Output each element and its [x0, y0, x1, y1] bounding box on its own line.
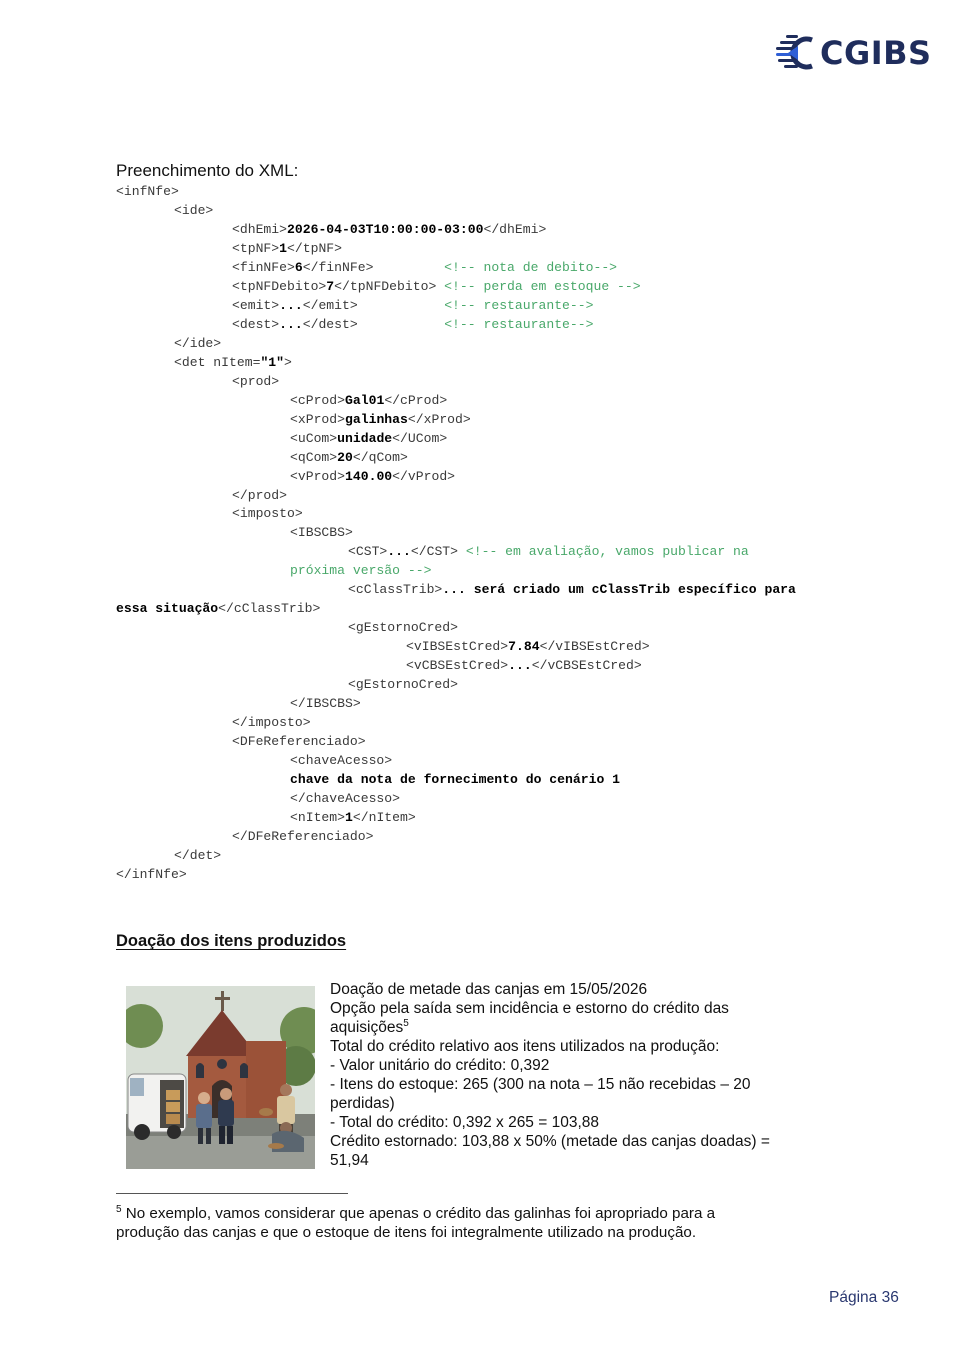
code-line: [116, 866, 856, 885]
code-tag: <chaveAcesso>: [290, 753, 393, 769]
code-line: [116, 468, 856, 487]
code-tag: </infNfe>: [116, 866, 187, 882]
code-tag: <imposto>: [232, 506, 303, 522]
code-tag: </UCom>: [392, 430, 448, 446]
donation-section-title: Doação dos itens produzidos: [116, 932, 347, 950]
code-line: [116, 411, 856, 430]
code-value: Gal01: [345, 392, 385, 408]
code-tag: </vIBSEstCred>: [539, 639, 650, 655]
code-value: 7.84: [508, 639, 540, 655]
code-comment: <!-- restaurante-->: [444, 297, 594, 313]
code-tag: <vCBSEstCred>: [406, 658, 509, 674]
footnote-line: [116, 1204, 816, 1223]
code-line: [116, 392, 856, 411]
code-comment: <!-- restaurante-->: [444, 316, 594, 332]
footnote: [116, 1204, 816, 1242]
code-line: [116, 562, 856, 581]
donation-details: [330, 980, 810, 1170]
code-tag: </CST>: [410, 544, 459, 560]
xml-code-block: [116, 183, 856, 885]
code-tag: </vProd>: [392, 468, 456, 484]
code-tag: </dhEmi>: [483, 221, 547, 237]
code-tag: <qCom>: [290, 449, 338, 465]
xml-section-title: Preenchimento do XML:: [116, 161, 299, 180]
code-tag: <dest>: [232, 316, 280, 332]
donation-line: perdidas): [330, 1095, 395, 1113]
code-value: 140.00: [345, 468, 393, 484]
code-value: ...: [279, 316, 303, 332]
code-line: [116, 809, 856, 828]
code-tag: <xProd>: [290, 411, 346, 427]
code-line: [116, 449, 856, 468]
donation-line: Crédito estornado: 103,88 x 50% (metade das canjas doadas) =: [330, 1133, 770, 1151]
code-tag: <gEstornoCred>: [348, 677, 459, 693]
donation-line: - Valor unitário do crédito: 0,392: [330, 1057, 550, 1075]
footnote-number: 5: [116, 1204, 122, 1215]
code-tag: <vProd>: [290, 468, 346, 484]
code-tag: <emit>: [232, 297, 280, 313]
cgibs-logo-icon: [776, 32, 816, 74]
donation-line: [330, 1018, 810, 1037]
code-line: [116, 430, 856, 449]
code-value: 7: [326, 278, 335, 294]
code-tag: </imposto>: [232, 715, 311, 731]
code-comment: <!-- em avaliação, vamos publicar na: [465, 544, 749, 560]
code-tag: </cProd>: [384, 392, 448, 408]
code-tag: <dhEmi>: [232, 221, 288, 237]
code-tag: >: [284, 354, 292, 370]
code-value: 1: [345, 809, 353, 825]
code-line: [116, 638, 856, 657]
code-tag: <ide>: [174, 202, 214, 218]
code-line: [116, 771, 856, 790]
logo-text: CGIBS: [820, 34, 932, 72]
code-tag: <vIBSEstCred>: [406, 639, 509, 655]
code-value: ...: [387, 544, 411, 560]
code-line: [116, 278, 856, 297]
code-tag: <tpNF>: [232, 240, 280, 256]
code-line: [116, 335, 856, 354]
code-value: ... será criado um cClassTrib específico para: [442, 582, 796, 598]
code-tag: </ide>: [174, 335, 222, 351]
code-line: [116, 828, 856, 847]
code-line: [116, 221, 856, 240]
code-line: [116, 373, 856, 392]
code-line: [116, 619, 856, 638]
code-tag: <DFeReferenciado>: [232, 734, 366, 750]
code-tag: <infNfe>: [116, 184, 179, 199]
code-comment: <!-- perda em estoque -->: [444, 278, 641, 294]
code-line: [116, 847, 856, 866]
code-tag: </emit>: [302, 297, 358, 313]
code-tag: <finNFe>: [232, 259, 295, 275]
code-line: [116, 202, 856, 221]
code-line: [116, 543, 856, 562]
code-value: 1: [279, 240, 288, 256]
code-line: [116, 505, 856, 524]
code-line: [116, 657, 856, 676]
code-line: [116, 733, 856, 752]
footnote-reference: 5: [403, 1018, 409, 1030]
code-value: chave da nota de fornecimento do cenário 1: [290, 772, 621, 788]
code-tag: <prod>: [232, 373, 280, 389]
code-value: "1": [260, 354, 285, 370]
code-value: essa situação: [116, 601, 219, 617]
code-tag: <uCom>: [290, 430, 338, 446]
code-line: [116, 183, 856, 202]
code-tag: <gEstornoCred>: [348, 620, 459, 636]
page-number: Página 36: [829, 1289, 899, 1306]
code-line: [116, 297, 856, 316]
code-tag: <IBSCBS>: [290, 525, 353, 541]
code-line: [116, 714, 856, 733]
code-value: ...: [279, 297, 303, 313]
code-tag: </DFeReferenciado>: [232, 828, 374, 844]
code-tag: </nItem>: [352, 809, 416, 825]
code-tag: <CST>: [348, 544, 388, 560]
code-tag: </prod>: [232, 487, 288, 503]
footnote-divider: [116, 1193, 348, 1194]
donation-line: Opção pela saída sem incidência e estorno do crédito das: [330, 1000, 729, 1018]
code-line: [116, 240, 856, 259]
code-tag: <cClassTrib>: [348, 582, 443, 598]
donation-line: - Itens do estoque: 265 (300 na nota – 15 não recebidas – 20: [330, 1076, 751, 1094]
code-value: galinhas: [345, 411, 408, 427]
cgibs-logo: [776, 32, 932, 74]
footnote-text: No exemplo, vamos considerar que apenas o crédito das galinhas foi apropriado para a: [121, 1205, 716, 1222]
code-line: [116, 354, 856, 373]
code-tag: </tpNFDebito>: [334, 278, 437, 294]
code-tag: </vCBSEstCred>: [531, 658, 642, 674]
code-value: unidade: [337, 430, 393, 446]
code-tag: </chaveAcesso>: [290, 791, 401, 806]
code-tag: <tpNFDebito>: [232, 278, 327, 294]
code-tag: </xProd>: [407, 411, 471, 427]
code-tag: </cClassTrib>: [218, 601, 321, 617]
code-line: [116, 487, 856, 506]
code-line: [116, 259, 856, 278]
code-tag: </det>: [174, 847, 222, 863]
donation-line: 51,94: [330, 1152, 369, 1170]
footnote-line: produção das canjas e que o estoque de itens foi integralmente utilizado na produção.: [116, 1224, 697, 1242]
code-line: [116, 581, 856, 600]
code-value: 2026-04-03T10:00:00-03:00: [287, 221, 484, 237]
donation-line: - Total do crédito: 0,392 x 265 = 103,88: [330, 1114, 600, 1132]
code-tag: </dest>: [302, 316, 358, 332]
code-line: [116, 524, 856, 543]
code-value: 6: [294, 259, 303, 275]
code-tag: </qCom>: [352, 449, 408, 465]
code-line: [116, 676, 856, 695]
donation-line: Total do crédito relativo aos itens utilizados na produção:: [330, 1038, 720, 1056]
code-value: ...: [508, 658, 532, 674]
code-line: [116, 600, 856, 619]
code-tag: </tpNF>: [287, 240, 343, 256]
code-comment: próxima versão -->: [290, 563, 432, 579]
code-line: [116, 790, 856, 809]
church-donation-illustration: [126, 986, 315, 1169]
donation-line-text: aquisições: [330, 1019, 404, 1037]
code-tag: <det nItem=: [174, 354, 261, 370]
donation-line: Doação de metade das canjas em 15/05/2026: [330, 981, 648, 998]
code-line: [116, 752, 856, 771]
code-tag: </IBSCBS>: [290, 696, 361, 712]
code-value: 20: [337, 449, 353, 465]
code-tag: <nItem>: [290, 809, 346, 825]
code-line: [116, 695, 856, 714]
code-tag: <cProd>: [290, 392, 346, 408]
code-line: [116, 316, 856, 335]
code-comment: <!-- nota de debito-->: [444, 259, 618, 275]
code-tag: </finNFe>: [302, 259, 374, 275]
